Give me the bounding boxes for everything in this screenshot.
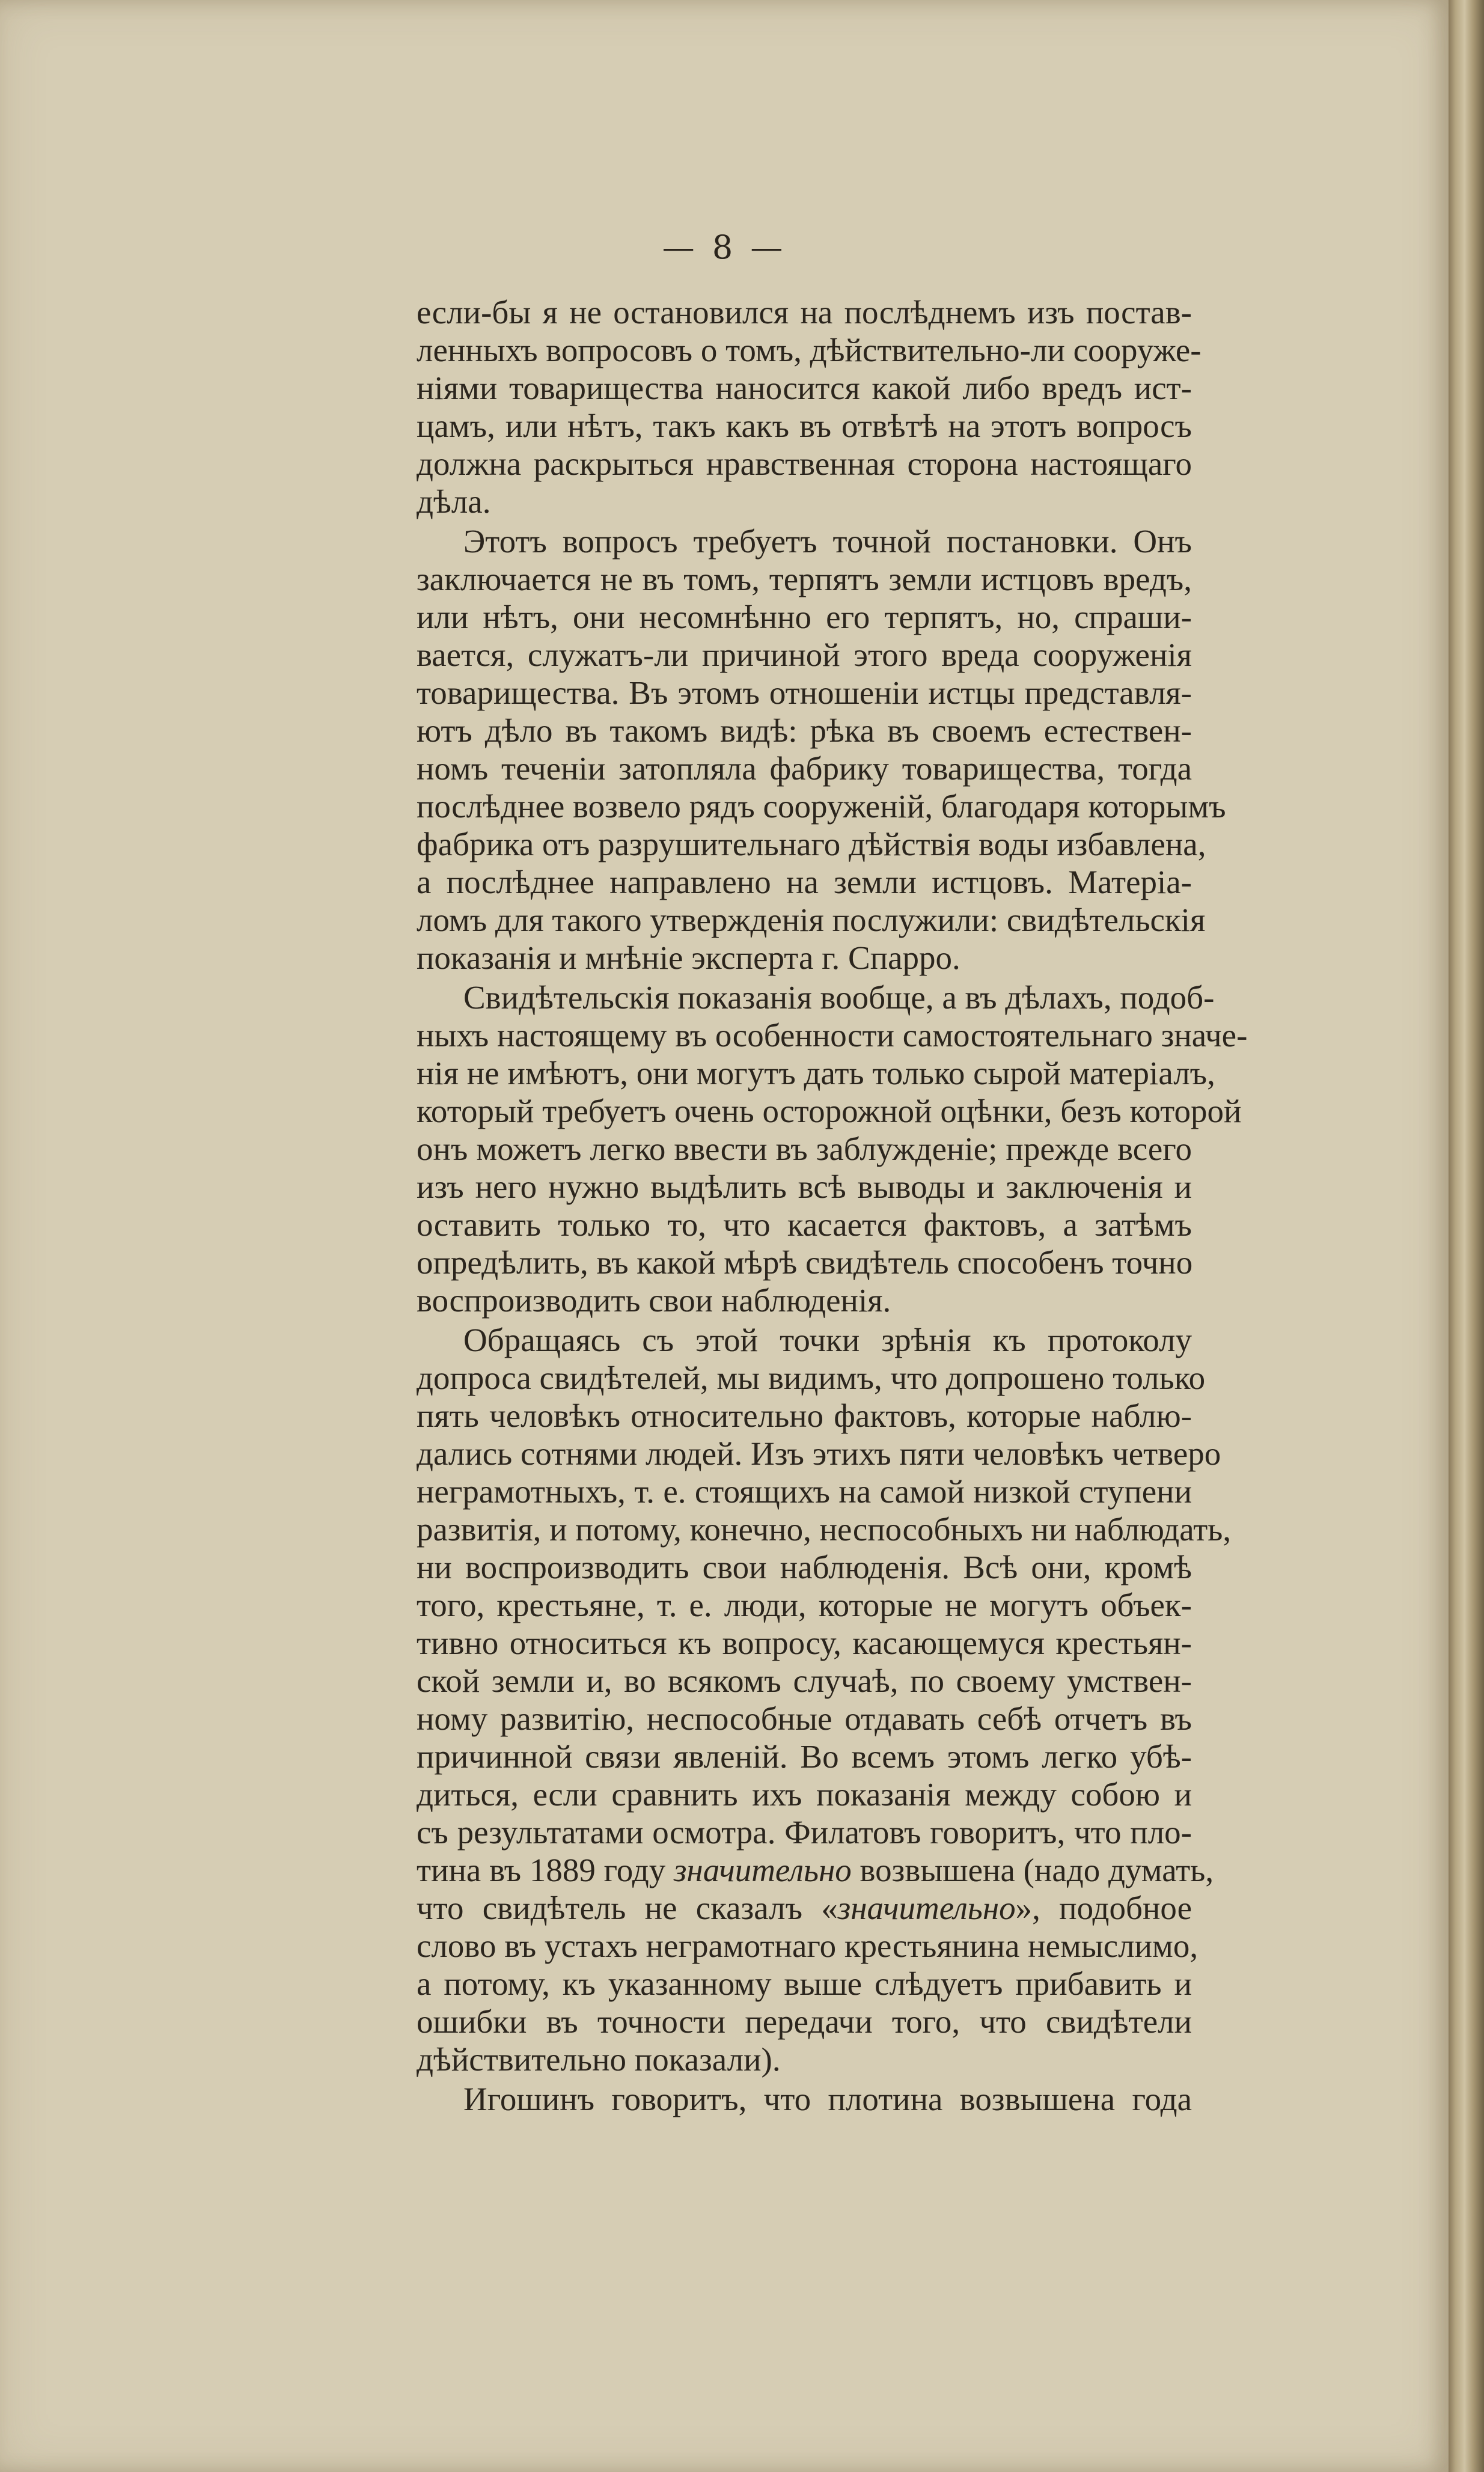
text-line: ныхъ настоящему въ особенности самостоятельнаго значе- bbox=[417, 1017, 1248, 1054]
text-line: товарищества. Въ этомъ отношеніи истцы представля- bbox=[417, 674, 1192, 711]
paragraph-2 bbox=[417, 522, 1226, 977]
text-line: который требуетъ очень осторожной оцѣнки, безъ которой bbox=[417, 1093, 1242, 1129]
text-line: тивно относиться къ вопросу, касающемуся крестьян- bbox=[417, 1625, 1192, 1661]
text-span: возвышена (надо думать, bbox=[851, 1852, 1214, 1888]
text-line: ломъ для такого утвержденія послужили: свидѣтельскія bbox=[417, 902, 1206, 938]
text-line: дѣла. bbox=[417, 483, 491, 520]
text-line: ленныхъ вопросовъ о томъ, дѣйствительно-ли сооруже- bbox=[417, 332, 1202, 368]
text-line-with-italic bbox=[417, 1889, 1192, 1927]
text-line: Обращаясь съ этой точки зрѣнія къ протоколу bbox=[463, 1322, 1192, 1358]
italic-emphasis: значительно bbox=[837, 1890, 1016, 1926]
paragraph-5 bbox=[417, 2080, 1192, 2118]
text-line: изъ него нужно выдѣлить всѣ выводы и заключенія и bbox=[417, 1168, 1192, 1205]
text-line: нія не имѣютъ, они могутъ дать только сырой матеріалъ, bbox=[417, 1055, 1215, 1091]
text-line: причинной связи явленій. Во всемъ этомъ легко убѣ- bbox=[417, 1738, 1192, 1775]
text-span: тина въ 1889 году bbox=[417, 1852, 674, 1888]
text-line: неграмотныхъ, т. е. стоящихъ на самой низкой ступени bbox=[417, 1473, 1192, 1510]
text-line: слово въ устахъ неграмотнаго крестьянина немыслимо, bbox=[417, 1927, 1198, 1964]
text-line: фабрика отъ разрушительнаго дѣйствія воды избавлена, bbox=[417, 826, 1206, 862]
text-line: ному развитію, неспособные отдавать себѣ отчетъ въ bbox=[417, 1700, 1192, 1737]
body-text bbox=[417, 293, 1248, 2118]
text-line: Игошинъ говоритъ, что плотина возвышена года bbox=[463, 2081, 1192, 2117]
text-line: если-бы я не остановился на послѣднемъ изъ постав- bbox=[417, 294, 1192, 331]
text-line: ошибки въ точности передачи того, что свидѣтели bbox=[417, 2003, 1192, 2040]
text-span: », подобное bbox=[1015, 1890, 1192, 1926]
text-line: опредѣлить, въ какой мѣрѣ свидѣтель способенъ точно bbox=[417, 1244, 1193, 1281]
text-line: должна раскрыться нравственная сторона настоящаго bbox=[417, 445, 1192, 482]
text-line: цамъ, или нѣтъ, такъ какъ въ отвѣтѣ на этотъ вопросъ bbox=[417, 407, 1192, 444]
text-line: Этотъ вопросъ требуетъ точной постановки. Онъ bbox=[463, 523, 1192, 560]
text-line: диться, если сравнить ихъ показанія между собою и bbox=[417, 1776, 1192, 1813]
text-line: пять человѣкъ относительно фактовъ, которые наблю- bbox=[417, 1397, 1192, 1434]
text-line: ніями товарищества наносится какой либо вредъ ист- bbox=[417, 370, 1192, 406]
paragraph-4 bbox=[417, 1321, 1232, 2078]
italic-emphasis: значительно bbox=[673, 1852, 852, 1888]
book-spine-edge bbox=[1449, 0, 1484, 2472]
text-line: развитія, и потому, конечно, неспособныхъ ни наблюдать, bbox=[417, 1511, 1232, 1548]
text-line: вается, служатъ-ли причиной этого вреда сооруженія bbox=[417, 636, 1192, 673]
text-line: того, крестьяне, т. е. люди, которые не могутъ объек- bbox=[417, 1587, 1192, 1623]
page-number: — 8 — bbox=[662, 228, 787, 266]
text-line: ни воспроизводить свои наблюденія. Всѣ они, кромѣ bbox=[417, 1549, 1192, 1585]
text-line: а потому, къ указанному выше слѣдуетъ прибавить и bbox=[417, 1965, 1192, 2002]
text-line: оставить только то, что касается фактовъ, а затѣмъ bbox=[417, 1206, 1192, 1243]
text-line: Свидѣтельскія показанія вообще, а въ дѣлахъ, подоб- bbox=[463, 979, 1215, 1016]
text-line: воспроизводить свои наблюденія. bbox=[417, 1282, 891, 1319]
text-line: а послѣднее направлено на земли истцовъ. Матеріа- bbox=[417, 864, 1192, 900]
text-span: что свидѣтель не сказалъ « bbox=[417, 1890, 838, 1926]
text-line-with-italic bbox=[417, 1851, 1214, 1889]
paragraph-3 bbox=[417, 978, 1248, 1319]
text-line: или нѣтъ, они несомнѣнно его терпятъ, но, спраши- bbox=[417, 599, 1192, 635]
text-line: допроса свидѣтелей, мы видимъ, что допрошено только bbox=[417, 1360, 1206, 1396]
paragraph-1 bbox=[417, 293, 1202, 520]
text-line: дались сотнями людей. Изъ этихъ пяти человѣкъ четверо bbox=[417, 1435, 1221, 1472]
text-line: заключается не въ томъ, терпятъ земли истцовъ вредъ, bbox=[417, 561, 1192, 597]
text-line: ской земли и, во всякомъ случаѣ, по своему умствен- bbox=[417, 1662, 1192, 1699]
text-line: номъ теченіи затопляла фабрику товарищества, тогда bbox=[417, 750, 1192, 787]
text-line: онъ можетъ легко ввести въ заблужденіе; прежде всего bbox=[417, 1131, 1192, 1167]
text-line: послѣднее возвело рядъ сооруженій, благодаря которымъ bbox=[417, 788, 1226, 825]
text-line: дѣйствительно показали). bbox=[417, 2041, 781, 2078]
text-line: ютъ дѣло въ такомъ видѣ: рѣка въ своемъ естествен- bbox=[417, 712, 1192, 749]
text-line: показанія и мнѣніе эксперта г. Спарро. bbox=[417, 939, 960, 976]
text-line: съ результатами осмотра. Филатовъ говоритъ, что пло- bbox=[417, 1814, 1192, 1851]
